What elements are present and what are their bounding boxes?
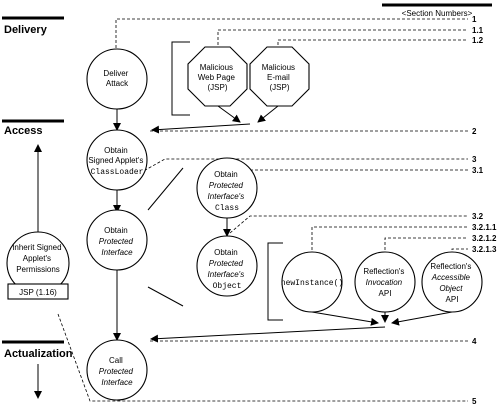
section-number: 2 <box>472 127 477 136</box>
deliver-attack-label: Deliver Attack <box>103 69 129 88</box>
section-numbers-legend: <Section Numbers> <box>401 9 473 18</box>
section-number: 3 <box>472 155 477 164</box>
jsp-reference-label: JSP (1.16) <box>19 288 57 297</box>
reflection-accessible-label: Reflection's Accessible Object API <box>430 262 472 304</box>
new-instance-arrow <box>312 312 378 323</box>
call-interface-label: Call Protected Interface <box>98 356 134 387</box>
section-number: 1.2 <box>472 36 484 45</box>
merge-to-call-arrow <box>151 327 385 339</box>
merge-to-loader-arrow <box>152 124 250 130</box>
section-number: 3.2.1.3 <box>472 245 497 254</box>
reflection-invocation-label: Reflection's Invocation API <box>363 267 405 298</box>
section-number: 5 <box>472 397 477 406</box>
section-number: 3.2 <box>472 212 484 221</box>
leader-3-1 <box>230 160 468 170</box>
section-number: 1.1 <box>472 26 484 35</box>
section-number: 3.2.1.2 <box>472 234 497 243</box>
section-number-column <box>472 15 497 406</box>
section-number: 1 <box>472 15 477 24</box>
interface-object-label: Obtain Protected Interface's Object <box>207 248 245 291</box>
email-arrow <box>258 106 278 122</box>
section-number: 4 <box>472 337 477 346</box>
new-instance-label: newInstance() <box>280 279 344 288</box>
section-number: 3.1 <box>472 166 484 175</box>
leader-3-2 <box>230 216 468 233</box>
interface-class-label: Obtain Protected Interface's Class <box>207 170 245 213</box>
accessible-arrow <box>392 312 452 323</box>
decomposition-fan-bottom <box>148 287 183 306</box>
inherit-permissions-label: Inherit Signed Applet's Permissions <box>12 243 62 274</box>
leader-3 <box>140 159 468 173</box>
decomposition-fan-top <box>148 168 183 210</box>
leader-1-2 <box>278 40 468 45</box>
web-page-arrow <box>218 106 240 122</box>
delivery-bracket <box>172 42 190 115</box>
phase-delivery: Delivery <box>4 24 47 36</box>
email-label: Malicious E-mail (JSP) <box>261 63 296 92</box>
phase-actualization: Actualization <box>4 348 73 360</box>
leader-3-2-1-3 <box>452 249 468 250</box>
signed-loader-label: Obtain Signed Applet's ClassLoader <box>88 146 144 177</box>
leader-3-2-1-1 <box>312 227 468 250</box>
section-number: 3.2.1.1 <box>472 223 497 232</box>
phase-access: Access <box>4 125 43 137</box>
web-page-label: Malicious Web Page (JSP) <box>197 63 235 92</box>
leader-1 <box>116 19 468 48</box>
protected-interface-label: Obtain Protected Interface <box>98 226 134 257</box>
leader-1-1 <box>218 30 468 45</box>
leader-3-2-1-2 <box>385 238 468 250</box>
